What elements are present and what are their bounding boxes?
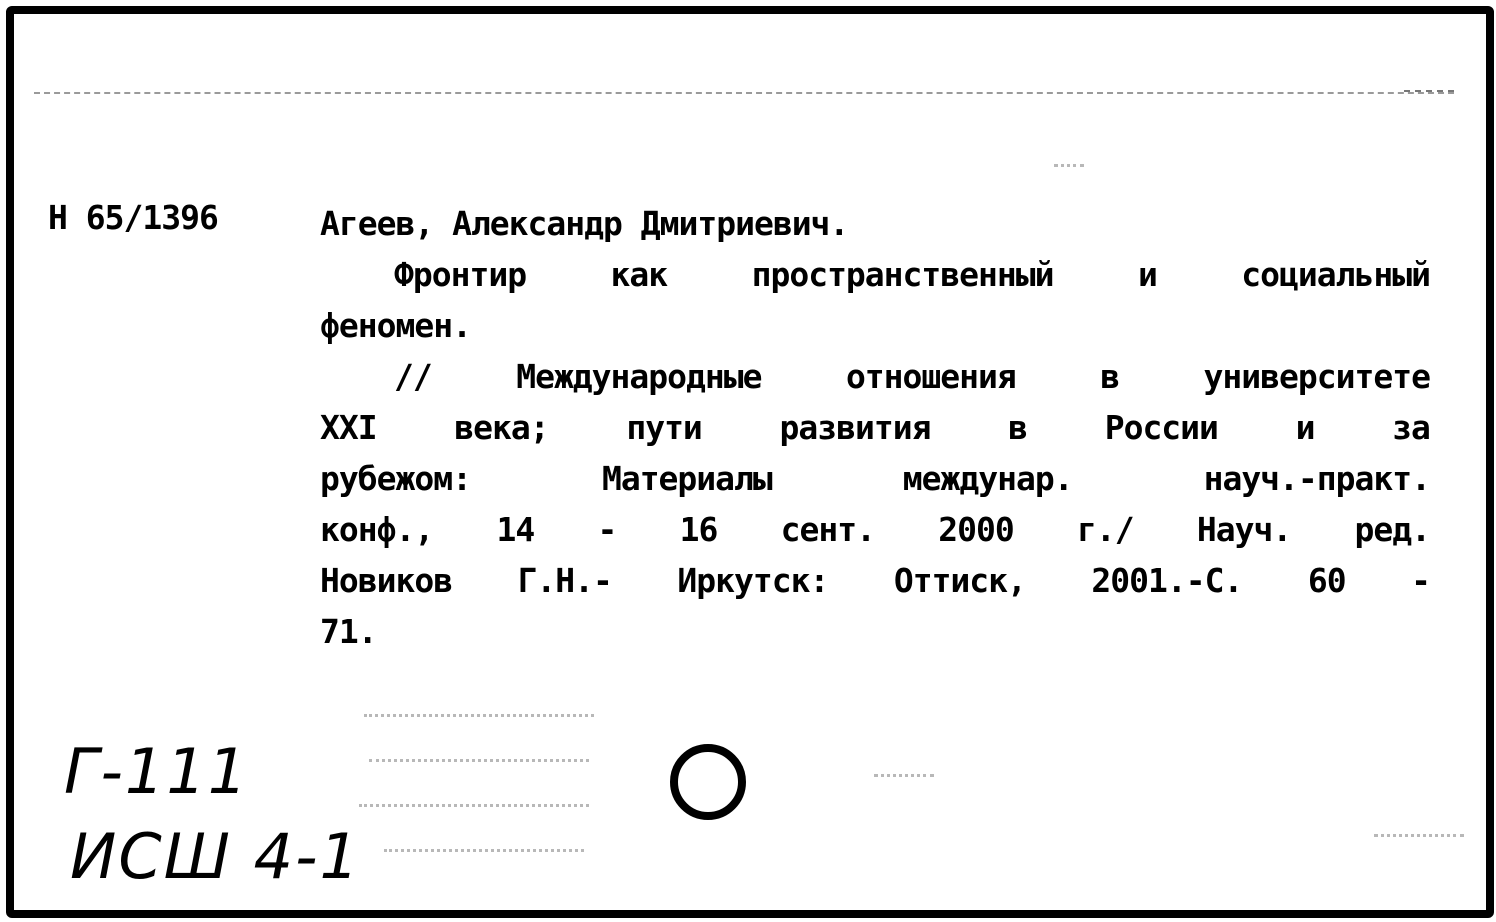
word: 2000 [938,510,1014,549]
word: сент. [780,510,875,549]
print-noise [1374,834,1464,837]
word: России [1104,408,1218,447]
word: 16 [679,510,718,549]
word: и [1137,255,1157,294]
word: Иркутск: [677,561,829,600]
word: за [1392,408,1430,447]
word: отношения [845,357,1016,396]
word: 2001.-С. [1091,561,1243,600]
shelfmark: Н 65/1396 [48,198,218,237]
entry-line-source-2 [320,402,1430,453]
word: г./ [1077,510,1134,549]
word: междунар. [902,459,1073,498]
word: пути [626,408,702,447]
top-ruled-line [34,92,1454,94]
word: как [610,255,668,294]
entry-line-title-end [320,300,1430,351]
word: науч.-практ. [1203,459,1430,498]
word: в [1100,357,1120,396]
word: Науч. [1196,510,1292,549]
word: Новиков [320,561,453,600]
word: Оттиск, [893,561,1026,600]
print-noise [874,774,934,777]
bibliographic-entry [320,198,1430,657]
print-noise [384,849,584,852]
word: ред. [1354,510,1430,549]
word: в [1008,408,1028,447]
print-noise [369,759,589,762]
print-noise [364,714,594,717]
word: конф., [320,510,434,549]
print-noise [1054,164,1084,167]
word: века; [454,408,549,447]
author-heading: Агеев, Александр Дмитриевич. [320,204,849,243]
word: пространственный [751,255,1054,294]
entry-line-author [320,198,1430,249]
word: 14 [496,510,535,549]
entry-line-conference [320,504,1430,555]
word: Фронтир [394,255,527,294]
word: - [597,510,617,549]
entry-line-source [320,351,1430,402]
word: 60 [1307,561,1346,600]
top-ruled-line-end [1404,90,1454,92]
word: университете [1203,357,1430,396]
handwritten-location: ИСШ 4-1 [70,820,361,893]
word: // [394,357,432,396]
word: Г.Н.- [517,561,612,600]
print-noise [359,804,589,807]
word: феномен. [320,306,471,345]
entry-line-title [320,249,1430,300]
word: Международные [516,357,762,396]
word: и [1295,408,1315,447]
word: развития [779,408,931,447]
word: Материалы [601,459,772,498]
word: рубежом: [320,459,471,498]
word: 71. [320,612,377,651]
entry-line-imprint [320,555,1430,606]
handwritten-code: Г-111 [64,735,250,808]
word: XXI [320,408,377,447]
entry-line-source-3 [320,453,1430,504]
word: социальный [1241,255,1430,294]
word: - [1411,561,1430,600]
entry-line-pages-end [320,606,1430,657]
card-punch-hole [670,744,746,820]
